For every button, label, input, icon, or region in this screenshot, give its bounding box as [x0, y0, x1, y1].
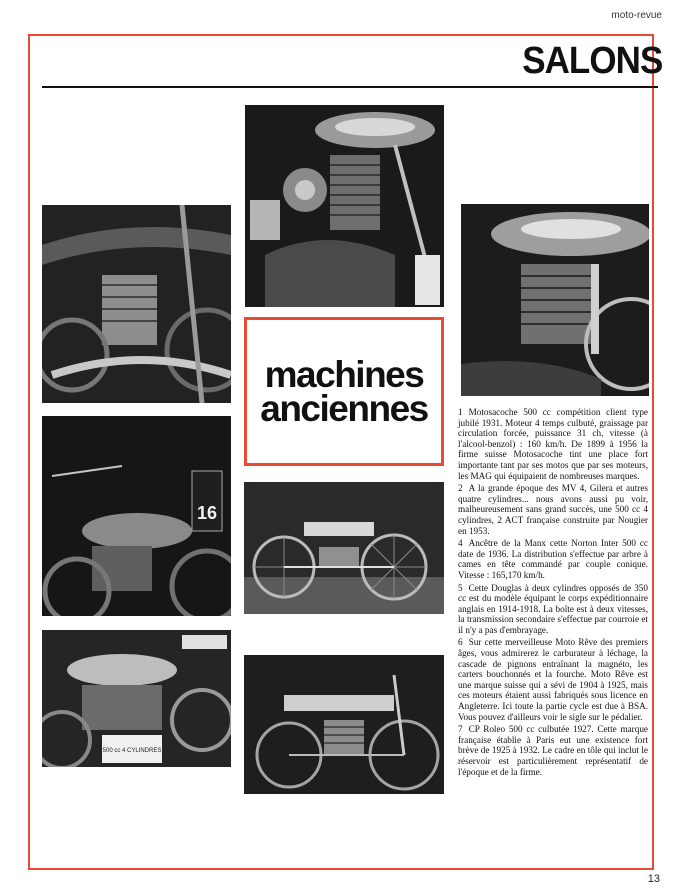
race-number: 16	[196, 503, 218, 523]
display-sign-text: 500 cc 4 CYLINDRES	[102, 748, 162, 754]
caption-7: 7 CP Roleo 500 cc culbutée 1927. Cette marque française établie à Paris eut une existence fort brève de 1925 à 1932. Le cadre en tôle qui inclut le réservoir est particulièrement représentatif de l'époque et de la firme.	[458, 724, 648, 777]
photo-motosacoche-engine	[245, 105, 444, 307]
magazine-name: moto-revue	[611, 10, 662, 21]
section-title: SALONS	[521, 40, 662, 82]
photo-motosacoche-side	[42, 205, 231, 403]
caption-2: 2 A la grande époque des MV 4, Gilera et autres quatre cylindres... nous avons aussi pu voir, malheureusement sans grand succès, une 500 cc 4 cylindres, 2 ACT française construite par Nougier en 1953.	[458, 483, 648, 536]
caption-5: 5 Cette Douglas à deux cylindres opposés de 350 cc est du modèle équipant le corps expéditionnaire anglais en 1914-1918. La boîte est à deux vitesses, la transmission secondaire s'effectue par courroie et il n'y a pas d'embrayage.	[458, 582, 648, 635]
page-number: 13	[647, 873, 660, 885]
header-rule	[42, 86, 658, 88]
title-line-2: anciennes	[260, 387, 428, 429]
photo-nougier-4-cylindres	[42, 630, 231, 767]
title-line-1: machines	[264, 353, 424, 395]
photo-moto-reve	[244, 655, 444, 794]
captions-column	[458, 407, 648, 779]
photo-douglas-350	[244, 482, 444, 614]
caption-1: 1 Motosacoche 500 cc compétition client type jubilé 1931. Moteur 4 temps culbuté, graissage par circulation forcée, puissance 31 ch, vitesse (à l'alcool-benzol) : 160 km/h. De 1899 à 1956 la firme suisse Motosacoche tint une place fort importante tant par ses motos que par ses moteurs, les MAG qui équipaient de nombreuses marques.	[458, 407, 648, 481]
caption-4: 4 Ancêtre de la Manx cette Norton Inter 500 cc date de 1936. La distribution s'effectue par arbre à cames en tête commandé par couple conique. Vitesse : 165,170 km/h.	[458, 538, 648, 580]
photo-norton-inter	[42, 416, 231, 616]
caption-6: 6 Sur cette merveilleuse Moto Rêve des premiers âges, vous admirerez le carburateur à léchage, la cascade de pignons entraînant la magnéto, les carters bouchonnés et la fourche. Moto Rêve est une marque suisse qui a sévi de 1904 à 1925, mais ces moteurs étaient aussi fabriqués sous licence en Angleterre. Ici toute la partie cycle est due à BSA. Vous pouvez d'ailleurs voir le sigle sur le pédalier.	[458, 637, 648, 722]
photo-nougier-500	[461, 204, 649, 396]
article-title-box	[244, 317, 444, 466]
